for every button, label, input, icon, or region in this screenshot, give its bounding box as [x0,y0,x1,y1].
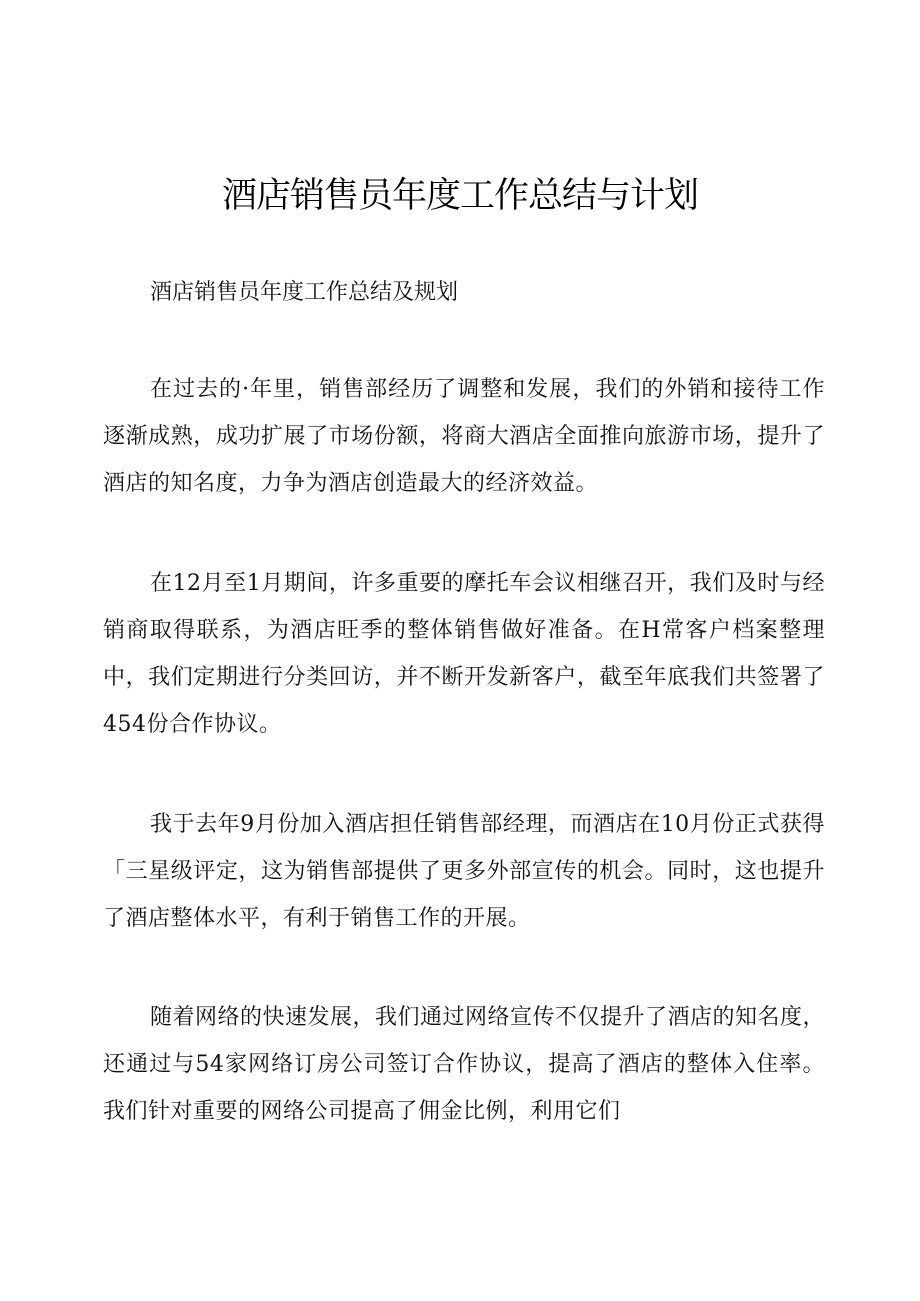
paragraph-2: 在12月至1月期间，许多重要的摩托车会议相继召开，我们及时与经销商取得联系，为酒店旺季的整体销售做好准备。在H常客户档案整理中，我们定期进行分类回访，并不断开发新客户，截至年底我们共签署了454份合作协议。 [103,571,825,737]
paragraph-3: 我于去年9月份加入酒店担任销售部经理，而酒店在10月份正式获得「三星级评定，这为销售部提供了更多外部宣传的机会。同时，这也提升了酒店整体水平，有利于销售工作的开展。 [103,812,825,931]
document-title: 酒店销售员年度工作总结与计划 [221,176,698,216]
paragraph-4: 随着网络的快速发展，我们通过网络宣传不仅提升了酒店的知名度，还通过与54家网络订房公司签订合作协议，提高了酒店的整体入住率。我们针对重要的网络公司提高了佣金比例，利用它们 [103,1005,826,1124]
document-subtitle: 酒店销售员年度工作总结及规划 [150,280,459,305]
paragraph-1: 在过去的·年里，销售部经历了调整和发展，我们的外销和接待工作逐渐成熟，成功扩展了市场份额，将商大酒店全面推向旅游市场，提升了酒店的知名度，力争为酒店创造最大的经济效益。 [103,377,825,496]
